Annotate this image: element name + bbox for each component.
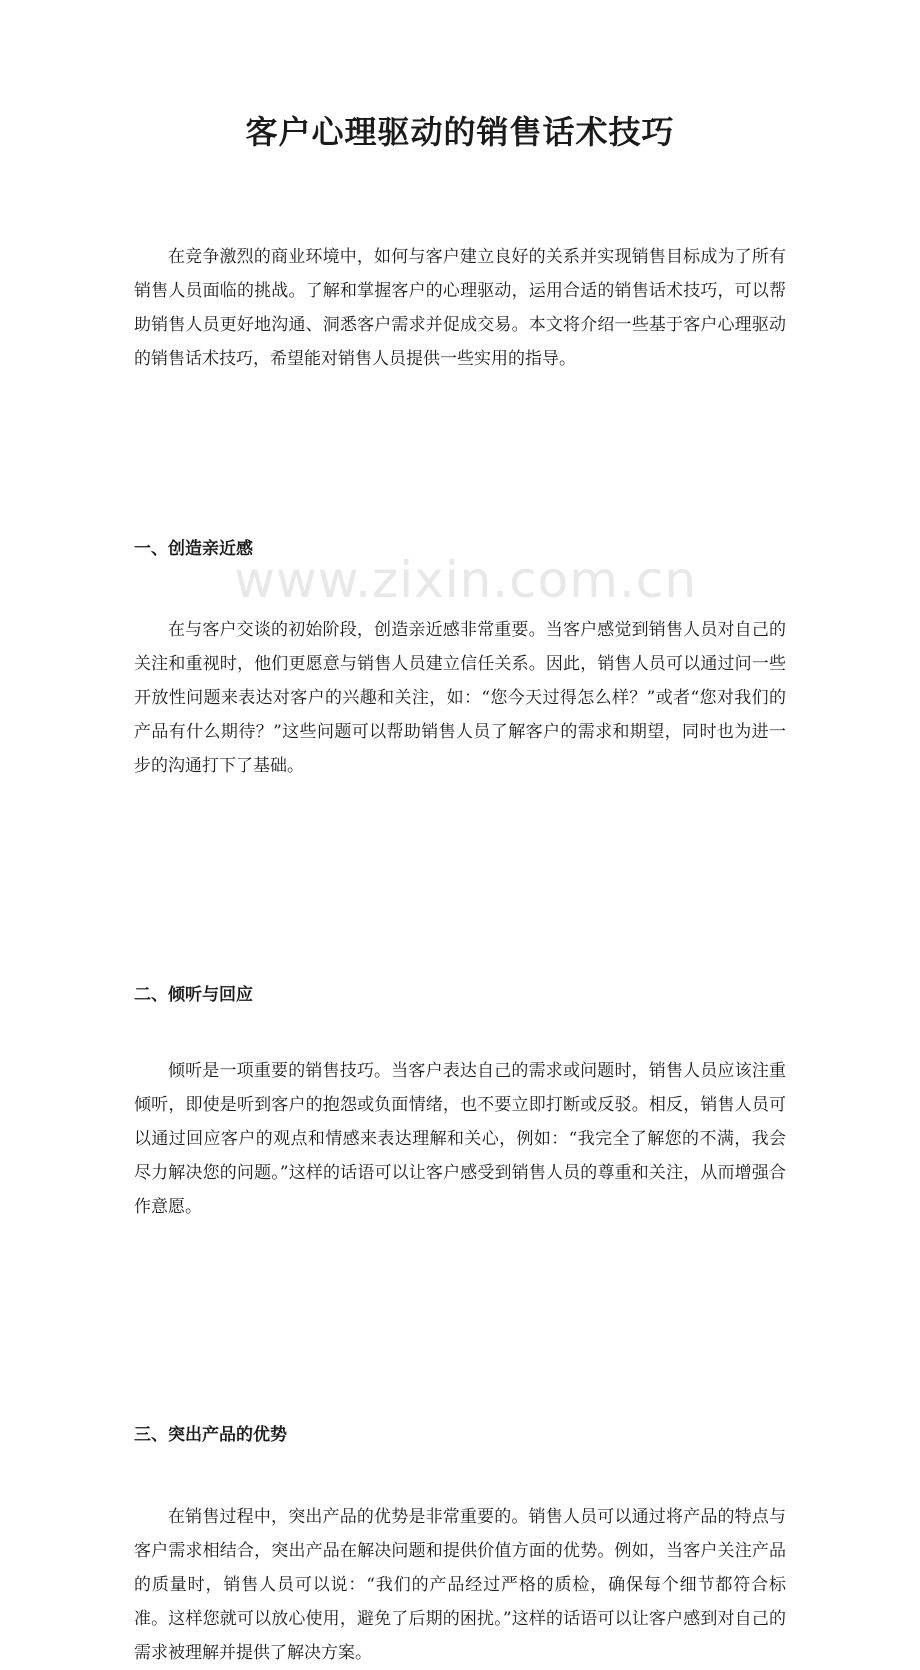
intro-block — [134, 240, 786, 376]
section-3-body-block — [134, 1500, 786, 1670]
section-1-heading-block — [134, 534, 786, 564]
section-paragraph: 在销售过程中，突出产品的优势是非常重要的。销售人员可以通过将产品的特点与客户需求相结合，突出产品在解决问题和提供价值方面的优势。例如，当客户关注产品的质量时，销售人员可以说：“我们的产品经过严格的质检，确保每个细节都符合标准。这样您就可以放心使用，避免了后期的困扰。”这样的话语可以让客户感到对自己的需求被理解并提供了解决方案。 — [134, 1507, 786, 1663]
section-paragraph: 倾听是一项重要的销售技巧。当客户表达自己的需求或问题时，销售人员应该注重倾听，即使是听到客户的抱怨或负面情绪，也不要立即打断或反驳。相反，销售人员可以通过回应客户的观点和情感来表达理解和关心，例如：“我完全了解您的不满，我会尽力解决您的问题。”这样的话语可以让客户感受到销售人员的尊重和关注，从而增强合作意愿。 — [134, 1061, 786, 1217]
section-2-heading-block — [134, 980, 786, 1010]
section-paragraph: 在与客户交谈的初始阶段，创造亲近感非常重要。当客户感觉到销售人员对自己的关注和重视时，他们更愿意与销售人员建立信任关系。因此，销售人员可以通过问一些开放性问题来表达对客户的兴趣和关注，如：“您今天过得怎么样？”或者“您对我们的产品有什么期待？”这些问题可以帮助销售人员了解客户的需求和期望，同时也为进一步的沟通打下了基础。 — [134, 620, 786, 776]
section-2-body-block — [134, 1054, 786, 1224]
watermark: www.zixin.com.cn — [234, 551, 698, 609]
section-heading: 三、突出产品的优势 — [134, 1425, 287, 1445]
intro-paragraph: 在竞争激烈的商业环境中，如何与客户建立良好的关系并实现销售目标成为了所有销售人员面临的挑战。了解和掌握客户的心理驱动，运用合适的销售话术技巧，可以帮助销售人员更好地沟通、洞悉客户需求并促成交易。本文将介绍一些基于客户心理驱动的销售话术技巧，希望能对销售人员提供一些实用的指导。 — [134, 247, 786, 369]
section-heading: 二、倾听与回应 — [134, 985, 253, 1005]
document-title: 客户心理驱动的销售话术技巧 — [245, 113, 675, 151]
section-1-body-block — [134, 613, 786, 783]
section-3-heading-block — [134, 1420, 786, 1450]
section-heading: 一、创造亲近感 — [134, 539, 253, 559]
